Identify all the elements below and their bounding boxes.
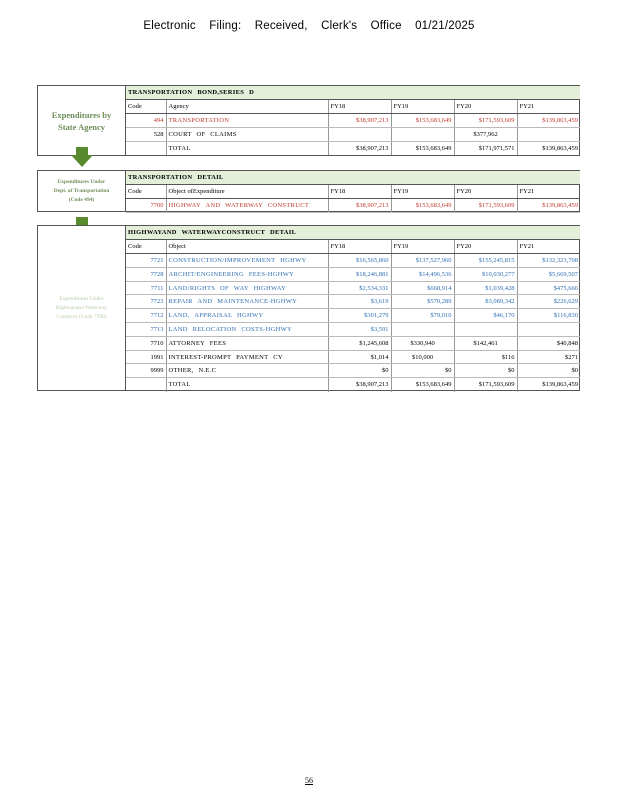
table-row (126, 199, 580, 213)
fy20-cell (454, 323, 517, 337)
object-cell: LAND/RIGHTS OF WAY HIGHWAY (166, 281, 328, 295)
side-label-line: State Agency (58, 121, 105, 132)
down-arrow-icon (71, 147, 93, 167)
fy18-cell: $38,907,213 (328, 114, 391, 128)
column-header: Object (166, 240, 328, 254)
total-label: TOTAL (166, 141, 328, 155)
agency-cell: COURT OF CLAIMS (166, 127, 328, 141)
table-row (126, 336, 580, 350)
fy21-cell: $226,629 (517, 295, 580, 309)
column-header: Agency (166, 100, 328, 114)
fy20-cell: $0 (454, 364, 517, 378)
fy20-cell: $171,593,609 (454, 114, 517, 128)
object-cell: REPAIR AND MAINTENANCE-HGHWY (166, 295, 328, 309)
fy18-total: $38,907,213 (328, 141, 391, 155)
agency-expenditures-section (37, 85, 580, 156)
code-cell: 9999 (126, 364, 166, 378)
table-header-row (126, 240, 580, 254)
table-row (126, 127, 580, 141)
fy21-total: $139,863,459 (517, 141, 580, 155)
fy20-cell: $3,089,342 (454, 295, 517, 309)
fy18-cell: $3,591 (328, 323, 391, 337)
fy20-cell: $171,593,609 (454, 199, 517, 213)
fy18-cell: $18,246,881 (328, 267, 391, 281)
object-cell: OTHER, N.E.C (166, 364, 328, 378)
table-header-row (126, 185, 580, 199)
fy19-cell: $137,527,960 (391, 254, 454, 268)
fy21-cell (517, 127, 580, 141)
fy18-cell (328, 127, 391, 141)
object-cell: ATTORNEY FEES (166, 336, 328, 350)
column-header: FY19 (391, 185, 454, 199)
side-label-line: Expenditures Under (57, 178, 106, 185)
fy19-cell: $153,683,649 (391, 199, 454, 213)
fy19-cell: $153,683,649 (391, 114, 454, 128)
column-header: FY18 (328, 100, 391, 114)
side-label-line: Expenditures by (51, 109, 112, 120)
highway-waterway-detail-section (37, 225, 580, 391)
fy18-cell: $1,014 (328, 350, 391, 364)
fy20-cell: $377,962 (454, 127, 517, 141)
table-title: TRANSPORTATION DETAIL (126, 171, 580, 185)
total-label: TOTAL (166, 378, 328, 392)
table-header-row (126, 100, 580, 114)
object-cell: INTEREST-PROMPT PAYMENT CY (166, 350, 328, 364)
fy19-total: $153,683,649 (391, 141, 454, 155)
fy18-cell: $301,279 (328, 309, 391, 323)
fy21-cell: $132,323,708 (517, 254, 580, 268)
table-row (126, 281, 580, 295)
section-side-label (38, 171, 126, 211)
table-row (126, 267, 580, 281)
fy20-cell: $46,170 (454, 309, 517, 323)
fy21-cell: $116,830 (517, 309, 580, 323)
fy20-total: $171,971,571 (454, 141, 517, 155)
filing-stamp-header: Electronic Filing: Received, Clerk's Office 01/21/2025 (143, 20, 475, 32)
column-header: FY18 (328, 240, 391, 254)
column-header: FY21 (517, 185, 580, 199)
code-cell: 7723 (126, 295, 166, 309)
column-header: FY20 (454, 185, 517, 199)
fy19-cell: $14,496,536 (391, 267, 454, 281)
fy18-cell: $38,907,213 (328, 199, 391, 213)
side-label-line: Expenditures Under (59, 295, 104, 302)
fy21-total: $139,863,459 (517, 378, 580, 392)
fy20-cell: $116 (454, 350, 517, 364)
fy20-cell: $10,030,277 (454, 267, 517, 281)
column-header: Code (126, 100, 166, 114)
section-side-label (38, 226, 126, 390)
code-cell: 7711 (126, 281, 166, 295)
code-cell: 7712 (126, 309, 166, 323)
object-cell: HIGHWAY AND WATERWAY CONSTRUCT (166, 199, 328, 213)
fy19-cell (391, 323, 454, 337)
fy19-cell: $668,914 (391, 281, 454, 295)
fy21-cell: $40,848 (517, 336, 580, 350)
side-label-line: Highwayand Waterway (55, 304, 108, 311)
code-cell: 7710 (126, 336, 166, 350)
code-cell: 494 (126, 114, 166, 128)
agency-table (126, 86, 580, 155)
column-header: FY21 (517, 100, 580, 114)
page-number: 56 (305, 776, 313, 785)
code-cell: 7728 (126, 267, 166, 281)
fy20-cell: $155,245,815 (454, 254, 517, 268)
table-row (126, 114, 580, 128)
table-title: HIGHWAYAND WATERWAYCONSTRUCT DETAIL (126, 226, 580, 240)
table-row (126, 323, 580, 337)
fy21-cell: $139,863,459 (517, 199, 580, 213)
column-header: FY20 (454, 240, 517, 254)
column-header: FY20 (454, 100, 517, 114)
side-label-line: Dept. of Transportation (53, 187, 110, 194)
agency-cell: TRANSPORTATION (166, 114, 328, 128)
total-row (126, 378, 580, 392)
fy21-cell (517, 323, 580, 337)
side-label-line: Construct (Code 7700) (56, 313, 107, 320)
side-label-line: (Code 494) (68, 196, 95, 203)
object-cell: CONSTRUCTION/IMPROVEMENT HGHWY (166, 254, 328, 268)
fy20-cell: $142,461 (454, 336, 517, 350)
fy19-cell: $0 (391, 364, 454, 378)
object-cell: ARCHIT/ENGINEERING FEES-HGHWY (166, 267, 328, 281)
fy18-cell: $16,565,860 (328, 254, 391, 268)
fy19-cell: $570,289 (391, 295, 454, 309)
highway-waterway-table (126, 226, 580, 392)
column-header: Code (126, 240, 166, 254)
fy19-cell: $79,010 (391, 309, 454, 323)
fy21-cell: $5,669,507 (517, 267, 580, 281)
section-side-label (38, 86, 126, 155)
code-cell: 7713 (126, 323, 166, 337)
transportation-detail-table (126, 171, 580, 213)
fy19-cell: $330,940 (391, 336, 454, 350)
fy18-cell: $2,534,331 (328, 281, 391, 295)
column-header: FY19 (391, 100, 454, 114)
total-row (126, 141, 580, 155)
table-title: TRANSPORTATION BOND,SERIES D (126, 86, 580, 100)
fy21-cell: $271 (517, 350, 580, 364)
table-row (126, 254, 580, 268)
fy19-cell: $10,000 (391, 350, 454, 364)
column-header: FY18 (328, 185, 391, 199)
column-header: FY21 (517, 240, 580, 254)
code-cell: 7721 (126, 254, 166, 268)
table-row (126, 309, 580, 323)
fy18-cell: $1,245,608 (328, 336, 391, 350)
table-row (126, 295, 580, 309)
fy21-cell: $0 (517, 364, 580, 378)
transportation-detail-section (37, 170, 580, 212)
fy18-cell: $3,619 (328, 295, 391, 309)
object-cell: LAND, APPRAISAL HGHWY (166, 309, 328, 323)
table-row (126, 350, 580, 364)
code-cell: 1991 (126, 350, 166, 364)
table-row (126, 364, 580, 378)
fy18-cell: $0 (328, 364, 391, 378)
column-header: Object ofExpenditure (166, 185, 328, 199)
fy19-cell (391, 127, 454, 141)
column-header: FY19 (391, 240, 454, 254)
object-cell: LAND RELOCATION COSTS-HGHWY (166, 323, 328, 337)
code-cell: 528 (126, 127, 166, 141)
fy21-cell: $139,863,459 (517, 114, 580, 128)
fy18-total: $38,907,213 (328, 378, 391, 392)
code-cell: 7700 (126, 199, 166, 213)
fy21-cell: $475,666 (517, 281, 580, 295)
fy20-total: $171,593,609 (454, 378, 517, 392)
column-header: Code (126, 185, 166, 199)
fy19-total: $153,683,649 (391, 378, 454, 392)
fy20-cell: $1,039,428 (454, 281, 517, 295)
